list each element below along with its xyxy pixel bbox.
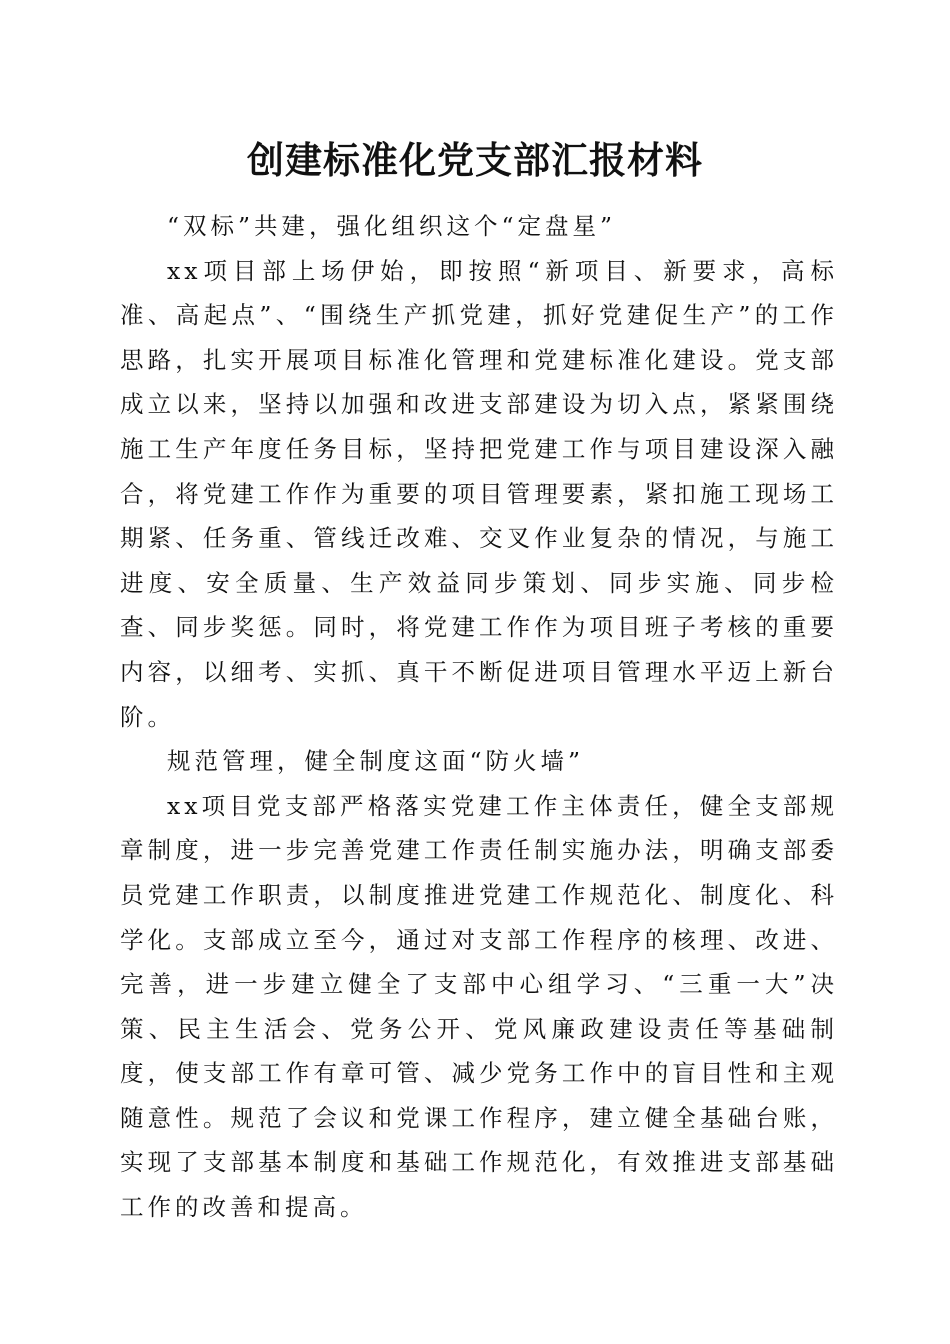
document-title: 创建标准化党支部汇报材料 [247,138,703,182]
section-heading-dual-standard: “双标”共建，强化组织这个“定盘星” [167,212,617,240]
document-body [120,204,838,1230]
section-heading-standard-management: 规范管理，健全制度这面“防火墙” [167,747,585,776]
section-paragraph-standard-management: xx项目党支部严格落实党建工作主体责任，健全支部规章制度，进一步完善党建工作责任制实施办法，明确支部委员党建工作职责，以制度推进党建工作规范化、制度化、科学化。支部成立至今，通过对支部工作程序的核理、改进、完善，进一步建立健全了支部中心组学习、“三重一大”决策、民主生活会、党务公开、党风廉政建设责任等基础制度，使支部工作有章可管、减少党务工作中的盲目性和主观随意性。规范了会议和党课工作程序，建立健全基础台账，实现了支部基本制度和基础工作规范化，有效推进支部基础工作的改善和提高。 [120,791,838,1222]
section-paragraph-dual-standard: xx项目部上场伊始，即按照“新项目、新要求，高标准、高起点”、“围绕生产抓党建，抓好党建促生产”的工作思路，扎实开展项目标准化管理和党建标准化建设。党支部成立以来，坚持以加强和改进支部建设为切入点，紧紧围绕施工生产年度任务目标，坚持把党建工作与项目建设深入融合，将党建工作作为重要的项目管理要素，紧扣施工现场工期紧、任务重、管线迁改难、交叉作业复杂的情况，与施工进度、安全质量、生产效益同步策划、同步实施、同步检查、同步奖惩。同时，将党建工作作为项目班子考核的重要内容，以细考、实抓、真干不断促进项目管理水平迈上新台阶。 [120,256,838,731]
